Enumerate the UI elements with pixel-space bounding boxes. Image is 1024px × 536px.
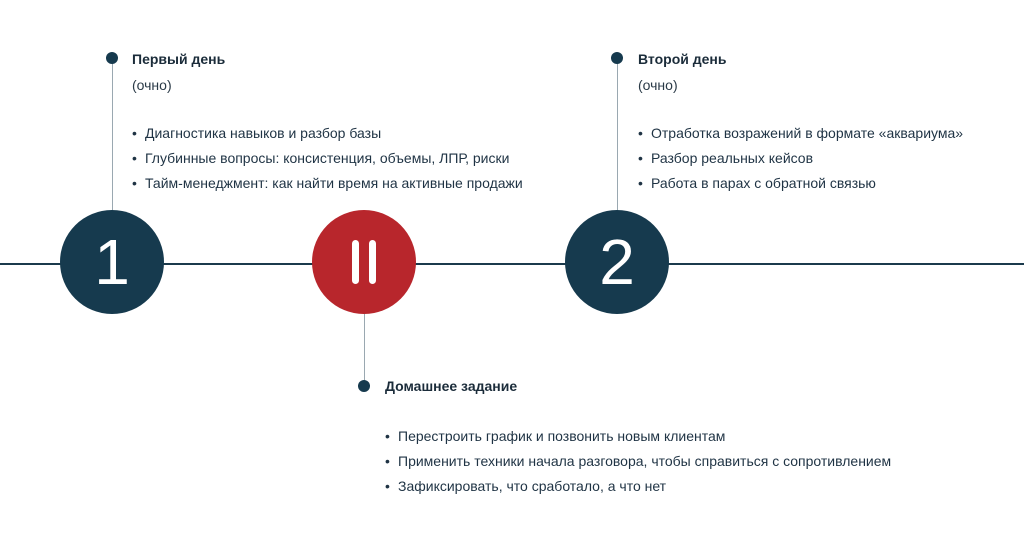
day1-subtitle: (очно): [132, 77, 172, 93]
list-item: • Применить техники начала разговора, чтобы справиться с сопротивлением: [385, 452, 891, 477]
day1-number: 1: [94, 226, 130, 298]
day1-title: Первый день: [132, 51, 226, 67]
list-item: • Тайм-менеджмент: как найти время на активные продажи: [132, 174, 523, 199]
day2-header: [638, 50, 726, 94]
homework-title: Домашнее задание: [385, 378, 518, 394]
pause-icon: [352, 240, 376, 284]
list-item: • Перестроить график и позвонить новым клиентам: [385, 427, 891, 452]
list-item: • Глубинные вопросы: консистенция, объемы, ЛПР, риски: [132, 149, 523, 174]
homework-header: [385, 377, 517, 395]
list-item: • Отработка возражений в формате «аквариума»: [638, 124, 963, 149]
homework-list: [385, 427, 891, 502]
day1-dot: [106, 52, 118, 64]
day2-circle: [565, 210, 669, 314]
list-item: • Зафиксировать, что сработало, а что нет: [385, 477, 891, 502]
day2-title: Второй день: [638, 51, 727, 67]
day2-connector: [617, 58, 618, 212]
day1-circle: [60, 210, 164, 314]
homework-connector: [364, 312, 365, 386]
day1-header: [132, 50, 225, 94]
day2-number: 2: [599, 226, 635, 298]
list-item: • Работа в парах с обратной связью: [638, 174, 963, 199]
day1-connector: [112, 58, 113, 212]
list-item: • Диагностика навыков и разбор базы: [132, 124, 523, 149]
day2-dot: [611, 52, 623, 64]
homework-dot: [358, 380, 370, 392]
homework-circle: [312, 210, 416, 314]
day2-subtitle: (очно): [638, 77, 678, 93]
day2-list: [638, 124, 963, 199]
day1-list: [132, 124, 523, 199]
list-item: • Разбор реальных кейсов: [638, 149, 963, 174]
